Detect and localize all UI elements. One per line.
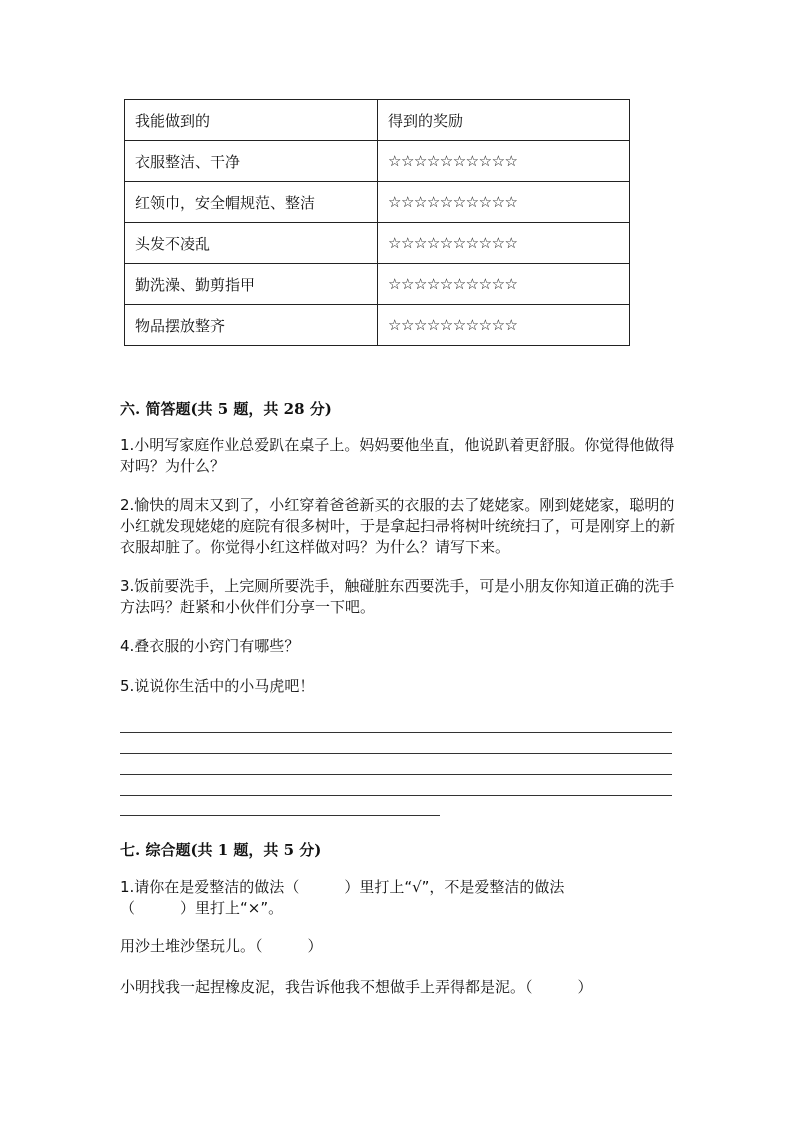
- behavior-cell: 物品摆放整齐: [125, 305, 378, 346]
- table-row: [125, 141, 630, 182]
- table-row: [125, 305, 630, 346]
- star-rating-cell: ☆☆☆☆☆☆☆☆☆☆: [378, 305, 630, 346]
- table-header-cell: 得到的奖励: [378, 100, 630, 141]
- judgement-item: 用沙土堆沙堡玩儿。（ ）: [120, 937, 323, 955]
- table-header-cell: 我能做到的: [125, 100, 378, 141]
- table-row: [125, 264, 630, 305]
- star-rating-cell: ☆☆☆☆☆☆☆☆☆☆: [378, 223, 630, 264]
- reward-table: [124, 99, 630, 346]
- table-row: [125, 182, 630, 223]
- answer-line[interactable]: [120, 732, 672, 733]
- table-header-row: [125, 100, 630, 141]
- answer-line[interactable]: [120, 815, 440, 816]
- question-6-1: 1.小明写家庭作业总爱趴在桌子上。妈妈要他坐直，他说趴着更舒服。你觉得他做得对吗？为什么？: [120, 436, 675, 475]
- answer-line[interactable]: [120, 753, 672, 754]
- answer-line[interactable]: [120, 774, 672, 775]
- section-6-title: 六. 简答题(共 5 题，共 28 分): [120, 400, 332, 418]
- star-rating-cell: ☆☆☆☆☆☆☆☆☆☆: [378, 182, 630, 223]
- table-row: [125, 223, 630, 264]
- behavior-cell: 衣服整洁、干净: [125, 141, 378, 182]
- answer-line[interactable]: [120, 795, 672, 796]
- behavior-cell: 红领巾，安全帽规范、整洁: [125, 182, 378, 223]
- star-rating-cell: ☆☆☆☆☆☆☆☆☆☆: [378, 141, 630, 182]
- question-6-3: 3.饭前要洗手，上完厕所要洗手，触碰脏东西要洗手，可是小朋友你知道正确的洗手方法吗？赶紧和小伙伴们分享一下吧。: [120, 577, 675, 616]
- star-rating-cell: ☆☆☆☆☆☆☆☆☆☆: [378, 264, 630, 305]
- question-7-1: 1.请你在是爱整洁的做法（ ）里打上“√”，不是爱整洁的做法（ ）里打上“×”。: [120, 878, 565, 917]
- question-6-4: 4.叠衣服的小窍门有哪些？: [120, 637, 300, 655]
- section-7-title: 七. 综合题(共 1 题，共 5 分): [120, 841, 322, 859]
- behavior-cell: 勤洗澡、勤剪指甲: [125, 264, 378, 305]
- question-6-2: 2.愉快的周末又到了，小红穿着爸爸新买的衣服的去了姥姥家。刚到姥姥家，聪明的小红就发现姥姥的庭院有很多树叶，于是拿起扫帚将树叶统统扫了，可是刚穿上的新衣服却脏了。你觉得小红这样做对吗？为什么？请写下来。: [120, 496, 676, 556]
- question-6-5: 5.说说你生活中的小马虎吧！: [120, 677, 315, 695]
- judgement-item: 小明找我一起捏橡皮泥，我告诉他我不想做手上弄得都是泥。（ ）: [120, 978, 593, 996]
- behavior-cell: 头发不凌乱: [125, 223, 378, 264]
